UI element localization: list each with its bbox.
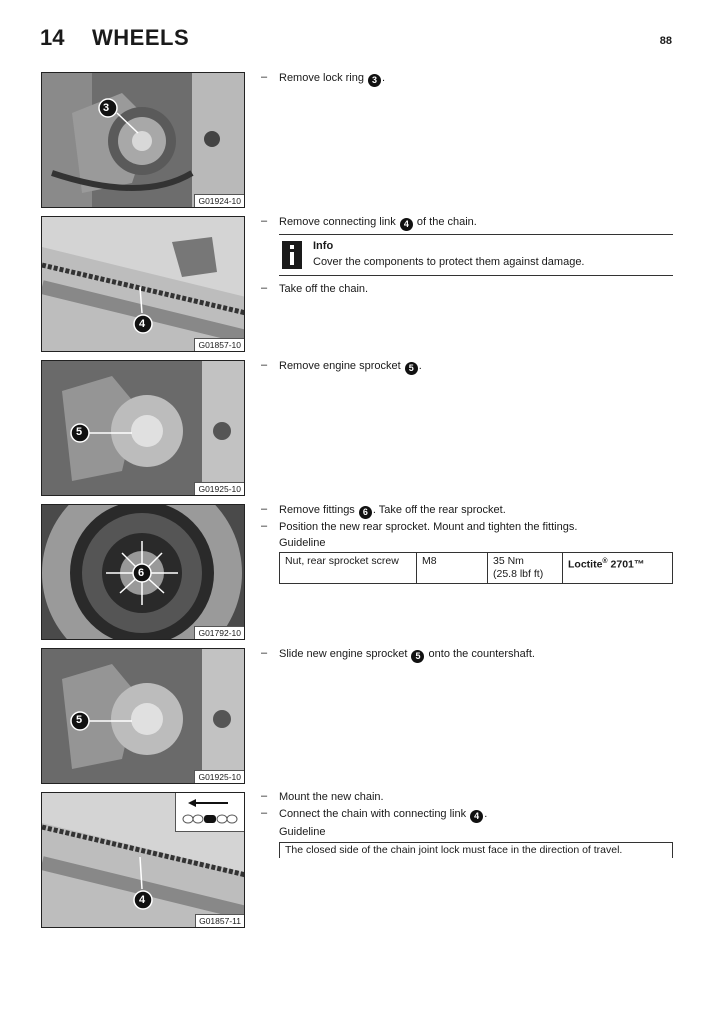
callout-badge: 5 <box>411 650 424 663</box>
step-connect-chain: Connect the chain with connecting link 4 . <box>279 808 488 821</box>
figure-id: G01924-10 <box>194 194 244 207</box>
step-slide-engine-sprocket: Slide new engine sprocket 5 onto the countershaft. <box>279 648 535 661</box>
guideline-label: Guideline <box>279 826 326 838</box>
figure-callout: 5 <box>76 714 83 726</box>
figure-callout: 6 <box>138 567 145 579</box>
chain-swingarm-illustration <box>42 217 245 352</box>
figure-id: G01857-10 <box>194 338 244 351</box>
step-take-off-chain: Take off the chain. <box>279 283 369 295</box>
callout-badge: 4 <box>470 810 483 823</box>
page-number: 88 <box>659 35 672 47</box>
callout-badge: 3 <box>368 74 381 87</box>
bullet-dash: – <box>261 520 268 532</box>
step-position-rear-sprocket: Position the new rear sprocket. Mount and tighten the fittings. <box>279 521 578 533</box>
step-remove-engine-sprocket: Remove engine sprocket 5 . <box>279 360 422 373</box>
figure-callout: 3 <box>103 102 110 114</box>
figure-engine-sprocket <box>41 360 245 496</box>
bullet-dash: – <box>261 71 268 83</box>
bullet-dash: – <box>261 503 268 515</box>
bullet-dash: – <box>261 807 268 819</box>
step-remove-fittings: Remove fittings 6 . Take off the rear sprocket. <box>279 504 506 517</box>
chapter-title: WHEELS <box>92 25 190 50</box>
engine-sprocket-illustration <box>42 649 245 784</box>
figure-callout: 4 <box>139 318 146 330</box>
guideline-box: The closed side of the chain joint lock must face in the direction of travel. <box>279 842 673 858</box>
bullet-dash: – <box>261 790 268 802</box>
spec-torque: 35 Nm (25.8 lbf ft) <box>488 553 563 584</box>
bullet-dash: – <box>261 282 268 294</box>
bullet-dash: – <box>261 215 268 227</box>
figure-lock-ring <box>41 72 245 208</box>
info-icon <box>282 241 302 269</box>
callout-badge: 4 <box>400 218 413 231</box>
step-remove-connecting-link: Remove connecting link 4 of the chain. <box>279 216 477 229</box>
info-box <box>279 234 673 276</box>
figure-id: G01792-10 <box>194 626 244 639</box>
travel-direction-inset <box>175 793 244 832</box>
engine-sprocket-illustration <box>42 361 245 496</box>
torque-spec-table <box>279 552 673 584</box>
figure-connect-chain <box>41 792 245 928</box>
guideline-label: Guideline <box>279 537 326 549</box>
bullet-dash: – <box>261 647 268 659</box>
engine-sprocket-illustration <box>42 73 245 208</box>
figure-rear-sprocket <box>41 504 245 640</box>
figure-id: G01925-10 <box>194 482 244 495</box>
step-remove-lock-ring: Remove lock ring 3 . <box>279 72 386 85</box>
step-mount-chain: Mount the new chain. <box>279 791 384 803</box>
figure-id: G01857-11 <box>195 914 244 927</box>
info-title: Info <box>313 240 334 252</box>
figure-id: G01925-10 <box>194 770 244 783</box>
table-row <box>280 553 673 584</box>
figure-callout: 5 <box>76 426 83 438</box>
spec-item: Nut, rear sprocket screw <box>280 553 417 584</box>
figure-new-engine-sprocket <box>41 648 245 784</box>
info-body: Cover the components to protect them against damage. <box>313 256 585 268</box>
spec-compound: Loctite® 2701™ <box>563 553 673 584</box>
spec-size: M8 <box>417 553 488 584</box>
callout-badge: 6 <box>359 506 372 519</box>
bullet-dash: – <box>261 359 268 371</box>
callout-badge: 5 <box>405 362 418 375</box>
figure-chain-link <box>41 216 245 352</box>
chapter-number: 14 <box>40 25 65 50</box>
chain-direction-arrow-icon <box>176 793 244 831</box>
figure-callout: 4 <box>139 894 146 906</box>
